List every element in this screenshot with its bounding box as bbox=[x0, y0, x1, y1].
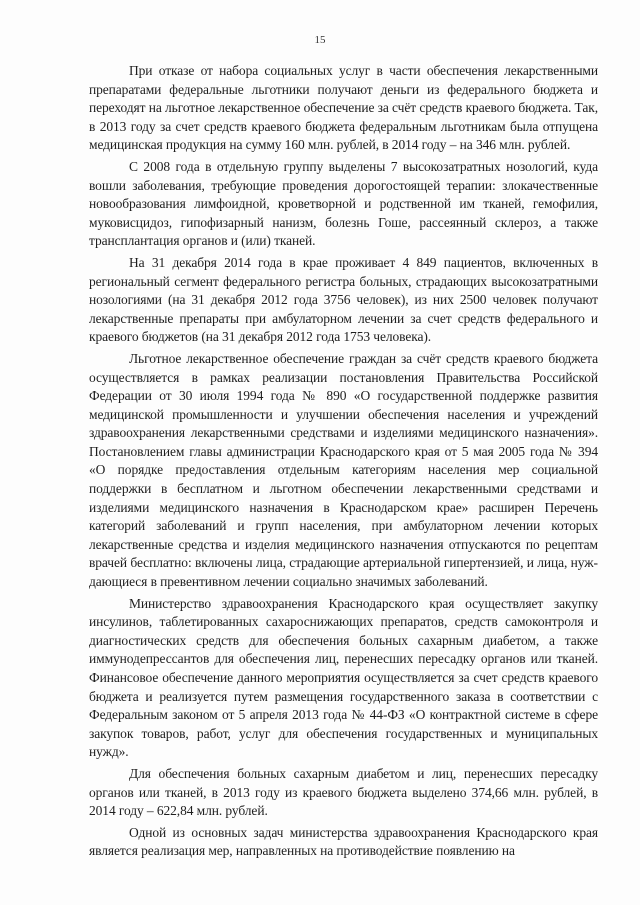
document-body bbox=[89, 62, 598, 864]
paragraph-ministry-procurement: Министерство здравоохранения Краснодарского края осуществляет закупку инсулинов, таблетированных сахароснижающих препаратов, средств самоконтроля и диагностических средств для обеспечения больных сахарным диабетом, а также иммунодепрессантов для обеспечения лиц, перенесших пересадку органов или тканей. Финансовое обеспечение данного мероприятия осуществляется за счет средств краевого бюджета и реализуется путем размещения государственного заказа в соответствии с Федеральным законом от 5 апреля 2013 года № 44-ФЗ «О контрактной системе в сфере закупок товаров, работ, услуг для обеспечения государственных и муниципальных нужд». bbox=[89, 595, 598, 760]
paragraph-diabetes-funding: Для обеспечения больных сахарным диабетом и лиц, перенесших пересадку органов или тканей, в 2013 году из краевого бюджета выделено 374,66 млн. рублей, в 2014 году – 622,84 млн. рублей. bbox=[89, 765, 598, 819]
paragraph-regional-drug-provision: Льготное лекарственное обеспечение граждан за счёт средств краевого бюджета осуществляется в рамках реализации постановления Правительства Российской Федерации от 30 июля 1994 года № 890 «О государственной поддержке развития медицинской промышленности и улучшении обеспечения населения и учреждений здравоохранения лекарственными средствами и изделиями медицинского назначения». Постановлением главы администрации Краснодарского края от 5 мая 2005 года № 394 «О порядке предоставления отдельным категориям населения мер социальной поддержки в бесплатном и льготном обеспечении лекарственными средствами и изделиями медицинского назначения в Краснодарском крае» расширен Перечень категорий заболеваний и групп населения, при амбулаторном лечении которых лекарственные средства и изделия медицинского назначения отпускаются по рецептам врачей бесплатно: включены лица, страдающие артериальной гипертензией, и лица, нуждающиеся в превентивном лечении социально значимых заболеваний. bbox=[89, 350, 598, 590]
paragraph-high-cost-nosologies: С 2008 года в отдельную группу выделены 7 высокозатратных нозологий, куда вошли заболевания, требующие проведения дорогостоящей терапии: злокачественные новообразования лимфоидной, кроветворной и родственной им тканей, гемофилия, муковисцидоз, гипофизарный нанизм, болезнь Гоше, рассеянный склероз, а также трансплантация органов и (или) тканей. bbox=[89, 158, 598, 249]
page-number: 15 bbox=[314, 34, 326, 46]
paragraph-main-tasks: Одной из основных задач министерства здравоохранения Краснодарского края является реализация мер, направленных на противодействие появлению на bbox=[89, 824, 598, 859]
paragraph-patient-registry: На 31 декабря 2014 года в крае проживает 4 849 пациентов, включенных в региональный сегмент федерального регистра больных, страдающих высокозатратными нозологиями (на 31 декабря 2012 года 3756 человек), из них 2500 человек получают лекарственные препараты при амбулаторном лечении за счет средств федерального и краевого бюджетов (на 31 декабря 2012 года 1753 человека). bbox=[89, 254, 598, 345]
paragraph-social-services: При отказе от набора социальных услуг в части обеспечения лекарственными препаратами федеральные льготники получают деньги из федерального бюджета и переходят на льготное лекарственное обеспечение за счёт средств краевого бюджета. Так, в 2013 году за счет средств краевого бюджета федеральным льготникам была отпущена медицинская продукция на сумму 160 млн. рублей, в 2014 году – на 346 млн. рублей. bbox=[89, 63, 598, 153]
